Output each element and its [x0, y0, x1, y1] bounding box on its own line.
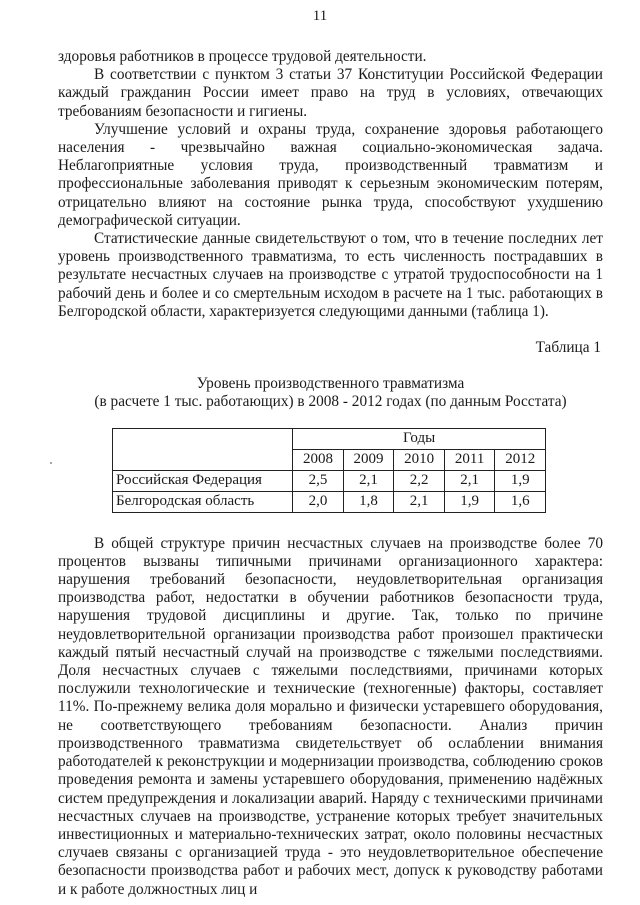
scan-speck [50, 462, 52, 464]
value-cell: 2,1 [394, 491, 445, 512]
paragraph-3-rest: Неблагоприятные условия труда, производственный травматизм и профессиональные заболевания приводят к серьезным экономическим потерям, отрицательно влияют на состояние рынка труда, способствуют ухудшению демографической ситуации. [58, 157, 603, 229]
value-cell: 1,9 [444, 491, 495, 512]
paragraph-1: здоровья работников в процессе трудовой деятельности. [58, 48, 427, 65]
table-title-line-2: (в расчете 1 тыс. работающих) в 2008 - 2012 годах (по данным Росстата) [94, 393, 567, 411]
document-body [58, 48, 603, 899]
value-cell: 1,9 [495, 470, 546, 491]
value-cell: 2,2 [394, 470, 445, 491]
paragraph-5: В общей структуре причин несчастных случаев на производстве более 70 процентов вызваны типичными причинами организационного характера: нарушения требований безопасности, неудовлетворительная организация производства работ, недостатки в обучении работников безопасности труда, нарушения трудовой дисциплины и другие. Так, только по причине неудовлетворительной организации производства работ произошел практически каждый пятый несчастный случай на производстве с тяжелыми последствиями. Доля несчастных случаев с тяжелыми последствиями, причинами которых послужили технологические и технические (техногенные) факторы, составляет 11%. По-прежнему велика доля морально и физически устаревшего оборудования, не соответствующего требованиям безопасности. Анализ причин производственного травматизма свидетельствует об ослаблении внимания работодателей к реконструкции и модернизации производства, соблюдению сроков проведения ремонта и замены устаревшего оборудования, применению надёжных систем предупреждения и локализации аварий. Наряду с техническими причинами несчастных случаев на производстве, устранение которых требует значительных инвестиционных и материально-технических затрат, около половины несчастных случаев связаны с организацией труда - это неудовлетворительное обеспечение безопасности производства работ и рабочих мест, допуск к руководству работами и к работе должностных лиц и [58, 534, 603, 898]
year-cell: 2008 [293, 449, 344, 470]
year-cell: 2011 [444, 449, 495, 470]
table-row [113, 470, 546, 491]
year-cell: 2009 [343, 449, 394, 470]
paragraph-4: Статистические данные свидетельствуют о том, что в течение последних лет уровень производственного травматизма, то есть численность пострадавших в результате несчастных случаев на производстве с утратой трудоспособности на 1 рабочий день и более и со смертельным исходом в расчете на 1 тыс. работающих в Белгородской области, характеризуется следующими данными (таблица 1). [58, 230, 603, 320]
value-cell: 1,8 [343, 491, 394, 512]
value-cell: 2,0 [293, 491, 344, 512]
paragraph-2: В соответствии с пунктом 3 статьи 37 Конституции Российской Федерации каждый гражданин России имеет право на труд в условиях, отвечающих требованиям безопасности и гигиены. [58, 66, 603, 120]
table-caption: Таблица 1 [535, 339, 601, 357]
year-cell: 2010 [394, 449, 445, 470]
region-cell: Российская Федерация [113, 470, 293, 491]
table-title-line-1: Уровень производственного травматизма [196, 375, 465, 393]
years-header: Годы [293, 428, 546, 449]
statistics-table [112, 428, 546, 513]
value-cell: 1,6 [495, 491, 546, 512]
table-corner-cell [113, 428, 293, 470]
region-cell: Белгородская область [113, 491, 293, 512]
value-cell: 2,5 [293, 470, 344, 491]
value-cell: 2,1 [444, 470, 495, 491]
table-header-row [113, 428, 546, 449]
table-row [113, 491, 546, 512]
value-cell: 2,1 [343, 470, 394, 491]
page-number: 11 [312, 8, 328, 24]
paragraph-3-line-1: Улучшение условий и охраны труда, сохранение здоровья работающего населения - чрезвычайно важная социально-экономическая задача. [58, 120, 603, 157]
year-cell: 2012 [495, 449, 546, 470]
